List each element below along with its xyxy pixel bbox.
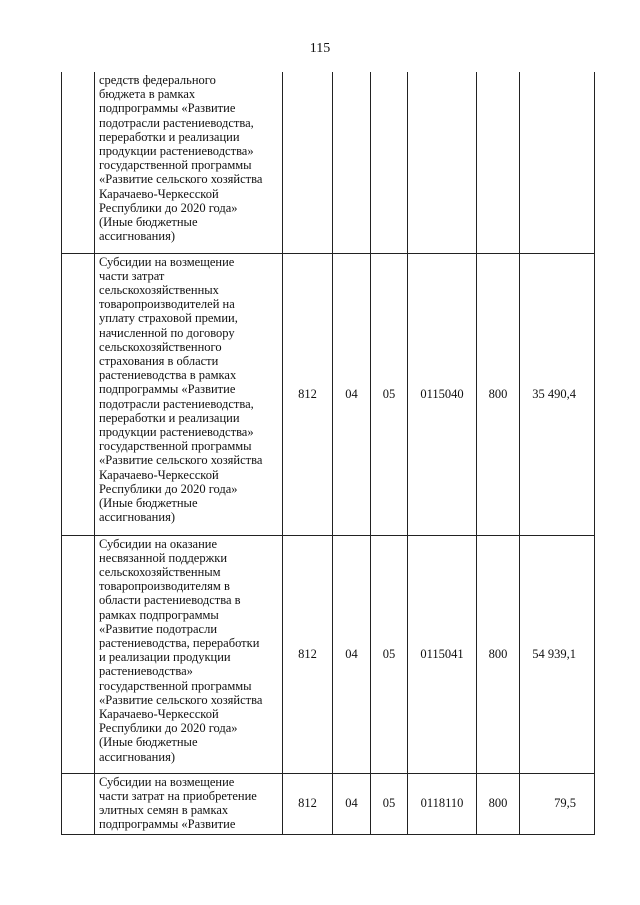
description-line: продукции растениеводства» [99, 424, 254, 439]
description-line: подотрасли растениеводства, [99, 115, 254, 130]
budget-table [61, 72, 595, 835]
description-line: растениеводства в рамках [99, 368, 237, 383]
target-article-cell: 0115040 [408, 253, 477, 535]
description-line: «Развитие сельского хозяйства [99, 453, 263, 468]
expense-type-cell: 800 [477, 253, 520, 535]
table-row [62, 72, 595, 253]
description-cell [95, 535, 283, 773]
description-line: (Иные бюджетные [99, 495, 198, 510]
description-line: подпрограммы «Развитие [99, 382, 236, 397]
description-line: переработки и реализации [99, 410, 240, 425]
subsection-code-cell: 05 [371, 535, 408, 773]
description-line: ассигнования) [99, 510, 175, 525]
description-line: растениеводства, переработки [99, 635, 260, 650]
description-line: переработки и реализации [99, 129, 240, 144]
page-number: 115 [309, 41, 331, 56]
section-code-cell: 04 [333, 535, 371, 773]
subsection-code-cell [371, 72, 408, 253]
description-line: бюджета в рамках [99, 87, 196, 102]
description-line: государственной программы [99, 678, 252, 693]
row-number-cell [62, 253, 95, 535]
table-row [62, 535, 595, 773]
description-line: Субсидии на возмещение [99, 254, 235, 269]
expense-type-cell: 800 [477, 535, 520, 773]
description-line: товаропроизводителей на [99, 297, 235, 312]
description-line: «Развитие подотрасли [99, 621, 218, 636]
description-line: средств федерального [99, 73, 216, 87]
description-line: области растениеводства в [99, 593, 241, 608]
target-article-cell: 0115041 [408, 535, 477, 773]
amount-cell: 35 490,4 [520, 253, 595, 535]
amount-cell: 79,5 [520, 773, 595, 834]
description-line: государственной программы [99, 439, 252, 454]
expense-type-cell [477, 72, 520, 253]
description-line: Субсидии на оказание [99, 536, 218, 551]
subsection-code-cell: 05 [371, 773, 408, 834]
description-line: подпрограммы «Развитие [99, 101, 236, 116]
description-line: несвязанной поддержки [99, 550, 228, 565]
description-line: государственной программы [99, 158, 252, 173]
description-line: Субсидии на возмещение [99, 774, 235, 789]
description-line: сельскохозяйственных [99, 282, 219, 297]
expense-type-cell: 800 [477, 773, 520, 834]
target-article-cell: 0118110 [408, 773, 477, 834]
description-line: элитных семян в рамках [99, 802, 229, 817]
description-line: (Иные бюджетные [99, 215, 198, 230]
amount-cell [520, 72, 595, 253]
description-line: части затрат [99, 268, 165, 283]
description-line: (Иные бюджетные [99, 735, 198, 750]
description-line: Республики до 2020 года» [99, 200, 238, 215]
description-line: Республики до 2020 года» [99, 721, 238, 736]
description-line: Карачаево-Черкесской [99, 467, 219, 482]
section-code-cell: 04 [333, 773, 371, 834]
description-line: Карачаево-Черкесской [99, 186, 219, 201]
ministry-code-cell [283, 72, 333, 253]
description-cell [95, 72, 283, 253]
description-line: сельскохозяйственного [99, 339, 222, 354]
description-line: «Развитие сельского хозяйства [99, 172, 263, 187]
description-line: начисленной по договору [99, 325, 235, 340]
amount-cell: 54 939,1 [520, 535, 595, 773]
row-number-cell [62, 72, 95, 253]
section-code-cell: 04 [333, 253, 371, 535]
target-article-cell [408, 72, 477, 253]
description-line: ассигнования) [99, 749, 175, 764]
description-line: растениеводства» [99, 664, 193, 679]
description-line: Карачаево-Черкесской [99, 706, 219, 721]
ministry-code-cell: 812 [283, 253, 333, 535]
description-line: подпрограммы «Развитие [99, 817, 236, 832]
description-cell [95, 773, 283, 834]
table-row [62, 773, 595, 834]
description-line: части затрат на приобретение [99, 788, 257, 803]
description-line: подотрасли растениеводства, [99, 396, 254, 411]
description-line: ассигнования) [99, 229, 175, 244]
description-line: «Развитие сельского хозяйства [99, 692, 263, 707]
subsection-code-cell: 05 [371, 253, 408, 535]
description-cell [95, 253, 283, 535]
ministry-code-cell: 812 [283, 773, 333, 834]
description-line: и реализации продукции [99, 650, 231, 665]
description-line: страхования в области [99, 353, 219, 368]
description-line: уплату страховой премии, [99, 311, 238, 326]
description-line: Республики до 2020 года» [99, 481, 238, 496]
description-line: товаропроизводителям в [99, 579, 230, 594]
row-number-cell [62, 773, 95, 834]
description-line: продукции растениеводства» [99, 144, 254, 159]
row-number-cell [62, 535, 95, 773]
ministry-code-cell: 812 [283, 535, 333, 773]
table-row [62, 253, 595, 535]
description-line: рамках подпрограммы [99, 607, 219, 622]
description-line: сельскохозяйственным [99, 564, 221, 579]
section-code-cell [333, 72, 371, 253]
